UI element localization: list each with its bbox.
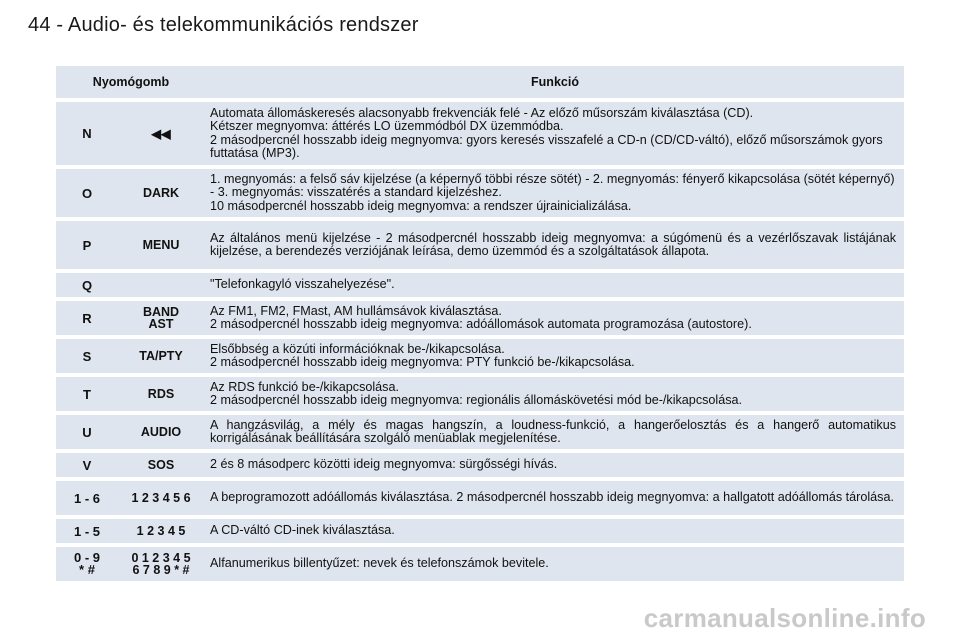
table-row <box>56 102 904 165</box>
row-label: DARK <box>142 186 180 200</box>
row-label: 1 2 3 4 5 <box>136 524 186 538</box>
table-row <box>56 547 904 581</box>
button-function-table <box>56 66 904 585</box>
row-key: O <box>81 185 93 201</box>
row-key: R <box>82 310 92 326</box>
row-label: 1 2 3 4 5 6 <box>131 491 191 505</box>
row-function: 2 és 8 másodperc közötti ideig megnyomva: sürgősségi hívás. <box>210 457 558 472</box>
table-header <box>56 66 904 98</box>
row-label: BAND AST <box>142 305 180 331</box>
row-function: Elsőbbség a közúti információknak be-/kikapcsolása. 2 másodpercnél hosszabb ideig megnyomva: PTY funkció be-/kikapcsolása. <box>210 341 635 369</box>
row-key: V <box>82 457 92 473</box>
row-key: Q <box>81 277 93 293</box>
row-function: Az általános menü kijelzése - 2 másodpercnél hosszabb ideig megnyomva: a súgómenü és a vezérlőszavak listájának kijelzése, a berendezés verziójának leírása, demo üzemmód és a szolgáltatások állapota. <box>210 230 896 258</box>
table-row <box>56 221 904 269</box>
row-key: U <box>82 424 92 440</box>
table-row <box>56 339 904 373</box>
row-key: S <box>82 348 92 364</box>
row-function: A CD-váltó CD-inek kiválasztása. <box>210 523 395 538</box>
rewind-icon: ◀◀ <box>151 126 171 141</box>
watermark: carmanualsonline.info <box>643 603 926 633</box>
row-function: 1. megnyomás: a felső sáv kijelzése (a képernyő többi része sötét) - 2. megnyomás: fényerő kikapcsolása (sötét képernyő) - 3. megnyomás: visszatérés a standard kijelzéshez. 10 másodpercnél hosszabb ideig megnyomva: a rendszer újrainicializálása. <box>210 171 895 213</box>
row-label: MENU <box>142 238 180 252</box>
table-row <box>56 481 904 515</box>
row-key: 1 - 5 <box>73 523 100 539</box>
table-row <box>56 377 904 411</box>
row-function: Automata állomáskeresés alacsonyabb frekvenciák felé - Az előző műsorszám kiválasztása (CD). Kétszer megnyomva: áttérés LO üzemmódból DX üzemmódba. 2 másodpercnél hosszabb ideig megnyomva: gyors keresés visszafelé a CD-n (CD/CD-váltó), előző műsorszámok gyors futtatása (MP3). <box>210 105 883 160</box>
row-function: A beprogramozott adóállomás kiválasztása. 2 másodpercnél hosszabb ideig megnyomva: a hallgatott adóállomás tárolása. <box>210 490 894 505</box>
row-key: 1 - 6 <box>73 490 100 506</box>
header-function: Funkció <box>531 75 579 89</box>
row-function: Alfanumerikus billentyűzet: nevek és telefonszámok bevitele. <box>210 556 549 571</box>
table-row <box>56 273 904 297</box>
table-row <box>56 301 904 335</box>
row-label: 0 1 2 3 4 5 6 7 8 9 * # <box>131 551 191 577</box>
table-row <box>56 519 904 543</box>
table-row <box>56 415 904 449</box>
row-label: SOS <box>147 458 175 472</box>
row-function: A hangzásvilág, a mély és magas hangszín, a loudness-funkció, a hangerőelosztás és a hangerő automatikus korrigálásának beállítására szolgáló menüablak megjelenítése. <box>210 417 896 445</box>
table-row <box>56 453 904 477</box>
row-function: Az RDS funkció be-/kikapcsolása. 2 másodpercnél hosszabb ideig megnyomva: regionális állomáskövetési mód be-/kikapcsolása. <box>210 379 743 407</box>
header-button: Nyomógomb <box>92 75 170 89</box>
page-title: 44 - Audio- és telekommunikációs rendszer <box>28 14 419 36</box>
row-key: T <box>83 386 91 402</box>
row-function: Az FM1, FM2, FMast, AM hullámsávok kiválasztása. 2 másodpercnél hosszabb ideig megnyomva: adóállomások automata programozása (autostore). <box>210 303 752 331</box>
row-key: N <box>82 126 92 141</box>
row-function: "Telefonkagyló visszahelyezése". <box>210 277 395 292</box>
row-label: AUDIO <box>140 425 182 439</box>
row-label: TA/PTY <box>139 349 183 363</box>
table-row <box>56 169 904 217</box>
row-key: 0 - 9 * # <box>73 550 100 577</box>
row-label: RDS <box>147 387 175 401</box>
row-key: P <box>82 237 92 253</box>
